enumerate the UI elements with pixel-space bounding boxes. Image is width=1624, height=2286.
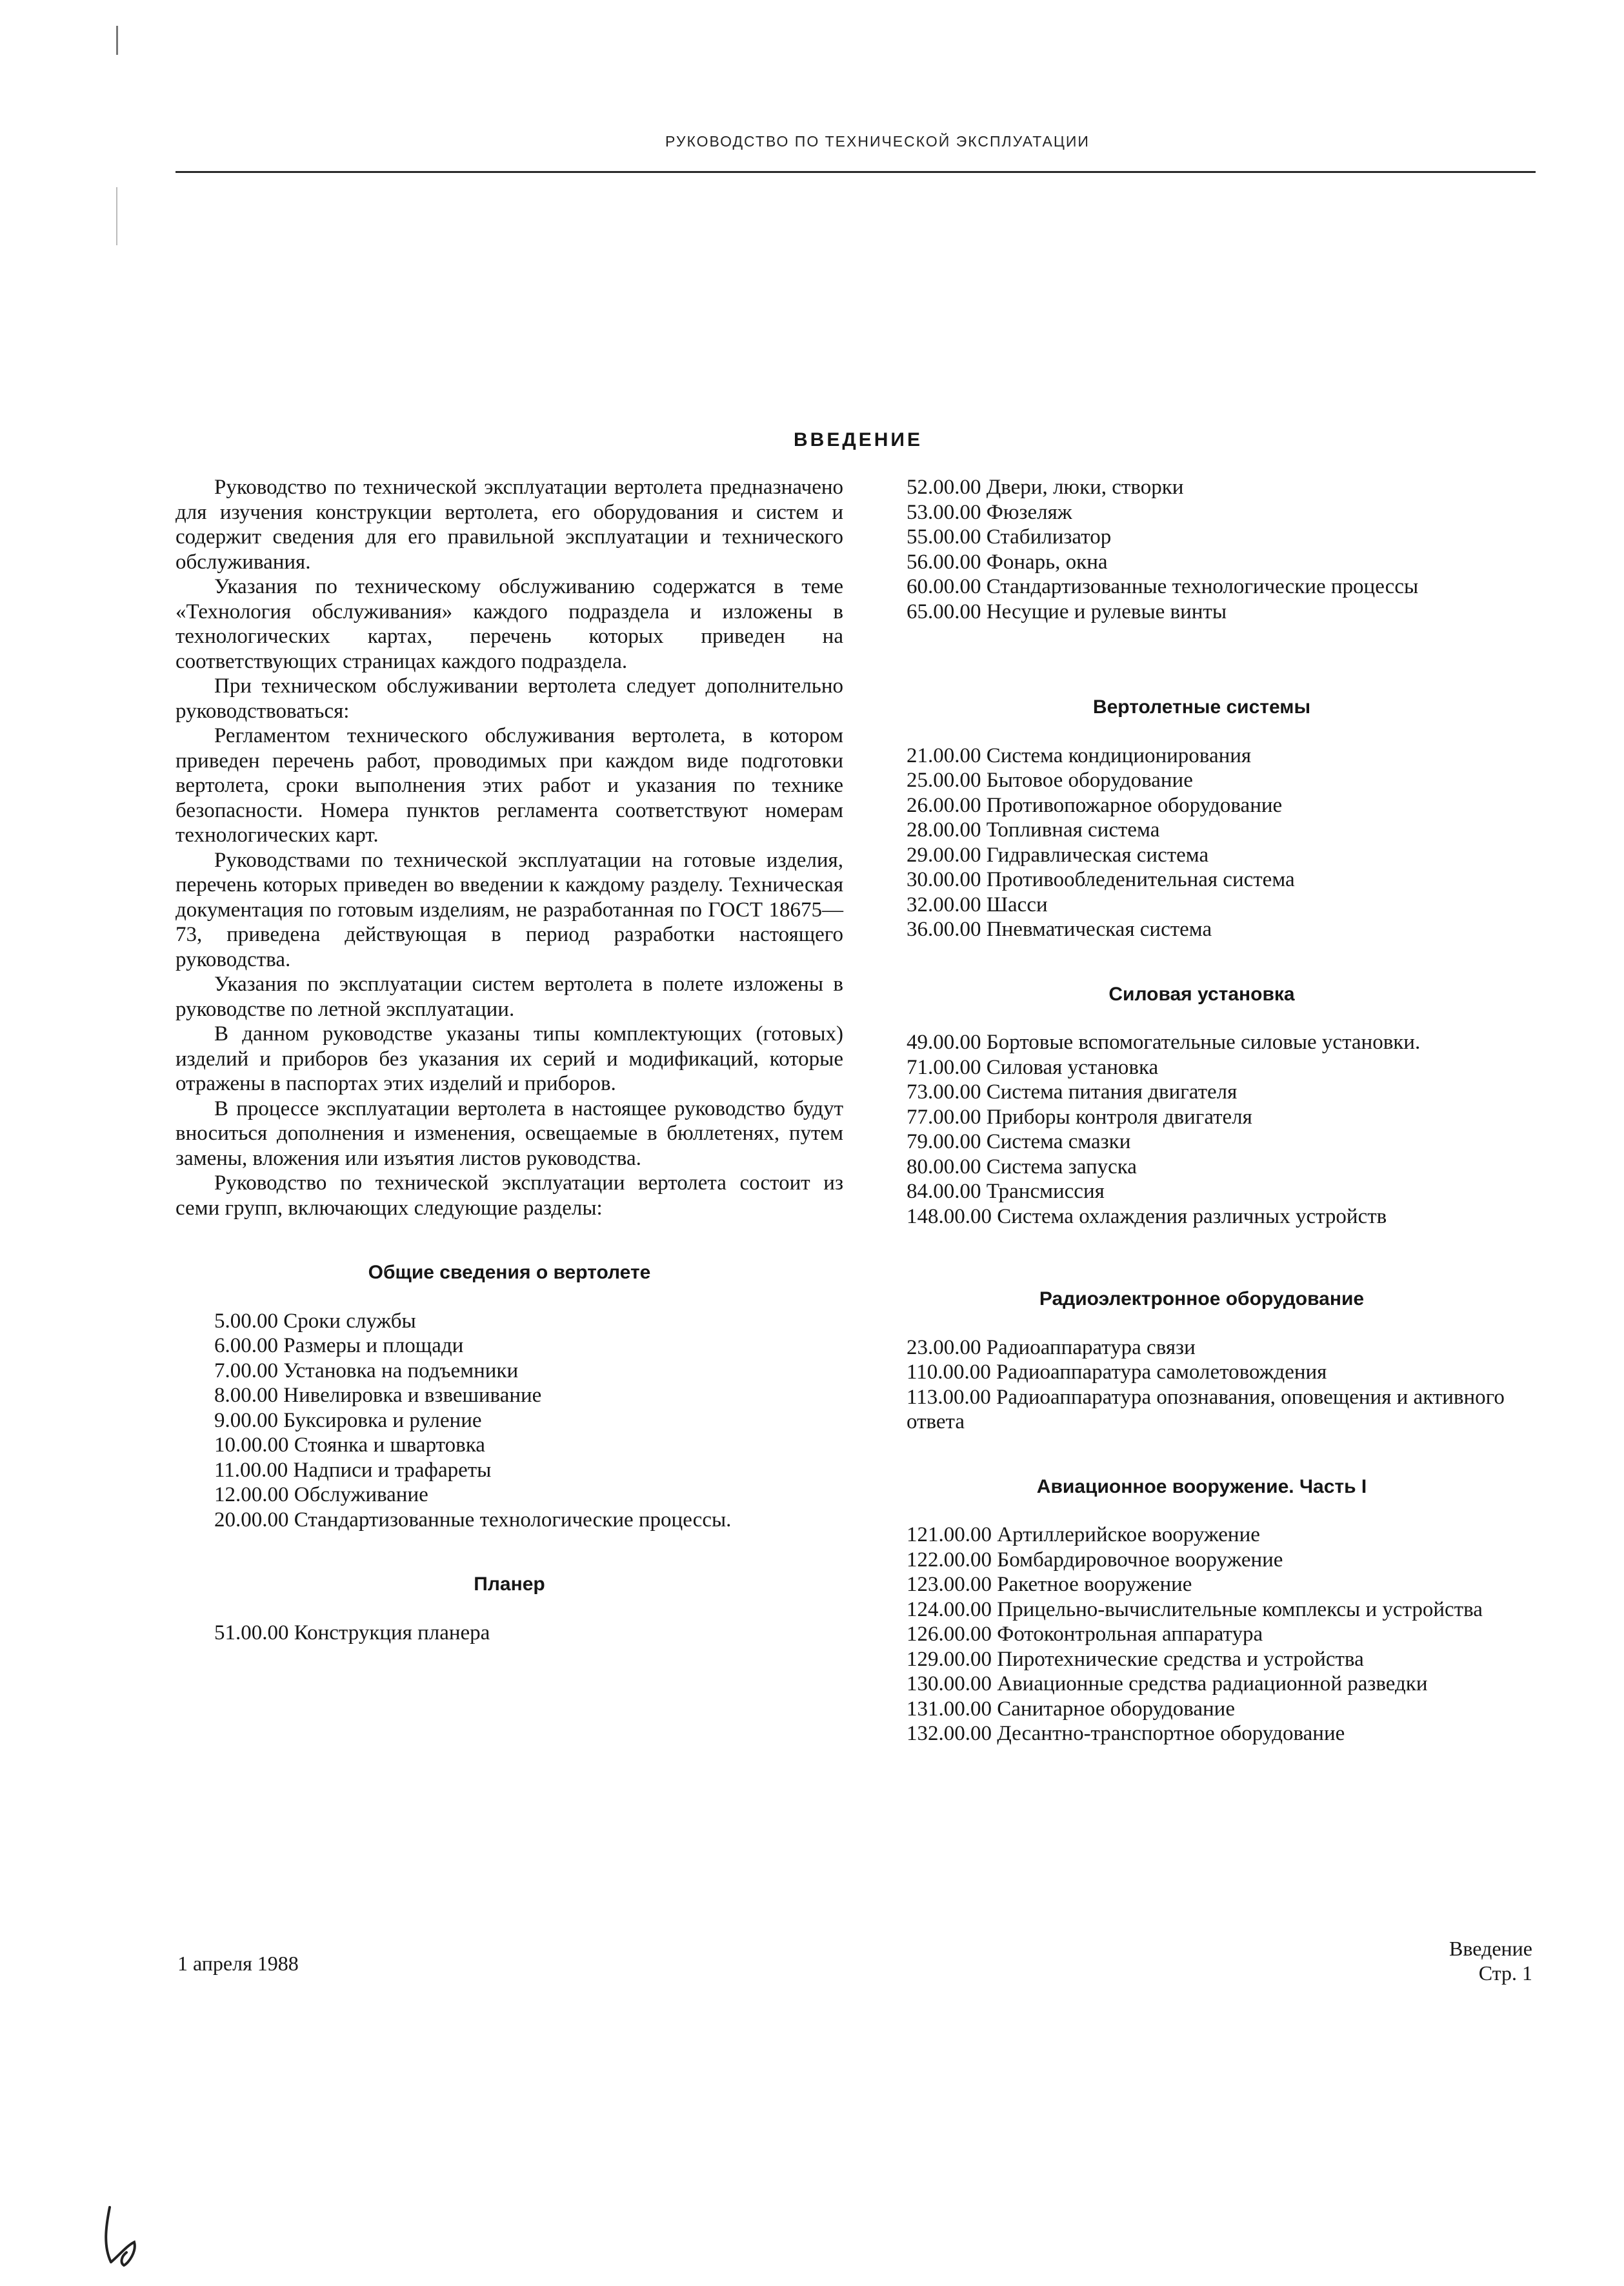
section-list-general: [175, 1309, 843, 1533]
list-item: 9.00.00 Буксировка и руление: [214, 1408, 482, 1432]
footer-date: 1 апреля 1988: [177, 1952, 299, 1975]
page-title: ВВЕДЕНИЕ: [794, 429, 923, 450]
footer-page-number: Стр. 1: [1478, 1961, 1532, 1985]
list-item: 25.00.00 Бытовое оборудование: [907, 769, 1193, 792]
list-item: 65.00.00 Несущие и рулевые винты: [907, 600, 1227, 623]
list-item: 124.00.00 Прицельно-вычислительные комплексы и устройства: [907, 1597, 1483, 1621]
section-list-systems: [868, 743, 1536, 942]
list-item: 28.00.00 Топливная система: [907, 818, 1160, 842]
list-item: 6.00.00 Размеры и площади: [214, 1334, 464, 1357]
list-item: 51.00.00 Конструкция планера: [214, 1621, 490, 1644]
list-item: 49.00.00 Бортовые вспомогательные силовые установки.: [907, 1031, 1421, 1054]
section-list-powerplant: [868, 1030, 1536, 1229]
section-heading-armament: Авиационное вооружение. Часть I: [1036, 1475, 1367, 1497]
intro-paragraph: Регламентом технического обслуживания вертолета, в котором приведен перечень работ, проводимых при каждом виде подготовки вертолета, сроки выполнения этих работ и указания по технике безопасности. Номера пунктов регламента соответствуют номерам технологических карт.: [175, 724, 843, 847]
list-item: 5.00.00 Сроки службы: [214, 1309, 416, 1333]
list-item: 11.00.00 Надписи и трафареты: [214, 1458, 492, 1482]
list-item: 126.00.00 Фотоконтрольная аппаратура: [907, 1623, 1263, 1646]
list-item: 73.00.00 Система питания двигателя: [907, 1080, 1238, 1104]
list-item: 79.00.00 Система смазки: [907, 1130, 1131, 1153]
list-item: 7.00.00 Установка на подъемники: [214, 1359, 519, 1382]
section-heading-avionics: Радиоэлектронное оборудование: [1039, 1288, 1365, 1310]
list-item: 148.00.00 Система охлаждения различных устройств: [907, 1204, 1387, 1228]
intro-paragraph: При техническом обслуживании вертолета следует дополнительно руководствоваться:: [175, 674, 843, 723]
list-item: 131.00.00 Санитарное оборудование: [907, 1697, 1235, 1721]
list-item: 29.00.00 Гидравлическая система: [907, 843, 1209, 867]
list-item: 56.00.00 Фонарь, окна: [907, 550, 1108, 574]
list-item: 130.00.00 Авиационные средства радиационной разведки: [907, 1672, 1428, 1695]
handwritten-mark-icon: [97, 2201, 161, 2272]
list-item: 60.00.00 Стандартизованные технологические процессы: [907, 575, 1419, 598]
list-item: 23.00.00 Радиоаппаратура связи: [907, 1335, 1196, 1359]
intro-paragraph: Указания по техническому обслуживанию содержатся в теме «Технология обслуживания» каждого подраздела и изложены в технологических картах, перечень которых приведен на соответствующих страницах каждого подраздела.: [175, 575, 843, 673]
intro-paragraph: В данном руководстве указаны типы комплектующих (готовых) изделий и приборов без указания их серий и модификаций, которые отражены в паспортах этих изделий и приборов.: [175, 1022, 843, 1095]
intro-paragraph: Указания по эксплуатации систем вертолета в полете изложены в руководстве по летной эксплуатации.: [175, 973, 843, 1021]
list-item: 123.00.00 Ракетное вооружение: [907, 1573, 1192, 1596]
list-item: 26.00.00 Противопожарное оборудование: [907, 793, 1283, 817]
right-column: [868, 475, 1536, 1746]
list-item: 55.00.00 Стабилизатор: [907, 525, 1112, 549]
footer-section-name: Введение: [1449, 1937, 1532, 1960]
section-heading-general: Общие сведения о вертолете: [368, 1262, 651, 1283]
list-item: 113.00.00 Радиоаппаратура опознавания, оповещения и активного ответа: [907, 1385, 1505, 1433]
intro-paragraph: Руководство по технической эксплуатации вертолета предназначено для изучения конструкции вертолета, его оборудования и систем и содержит сведения для его правильной эксплуатации и технического обслуживания.: [175, 476, 843, 574]
list-item: 52.00.00 Двери, люки, створки: [907, 476, 1184, 499]
list-item: 10.00.00 Стоянка и швартовка: [214, 1433, 485, 1457]
list-item: 53.00.00 Фюзеляж: [907, 500, 1072, 524]
section-heading-airframe: Планер: [474, 1573, 545, 1595]
section-heading-systems: Вертолетные системы: [1092, 696, 1311, 718]
intro-paragraph: Руководство по технической эксплуатации вертолета состоит из семи групп, включающих следующие разделы:: [175, 1171, 843, 1220]
intro-paragraph: В процессе эксплуатации вертолета в настоящее руководство будут вноситься дополнения и изменения, освещаемые в бюллетенях, путем замены, вложения или изъятия листов руководства.: [175, 1097, 843, 1170]
list-item: 30.00.00 Противообледенительная система: [907, 868, 1295, 891]
footer-page-info: [1387, 1936, 1532, 1985]
section-list-airframe-part1: [175, 1621, 843, 1646]
list-item: 32.00.00 Шасси: [907, 893, 1048, 916]
running-header: РУКОВОДСТВО ПО ТЕХНИЧЕСКОЙ ЭКСПЛУАТАЦИИ: [665, 133, 1090, 150]
list-item: 12.00.00 Обслуживание: [214, 1483, 428, 1506]
margin-mark: [116, 26, 118, 55]
list-item: 129.00.00 Пиротехнические средства и устройства: [907, 1647, 1364, 1671]
list-item: 20.00.00 Стандартизованные технологические процессы.: [214, 1508, 732, 1532]
list-item: 132.00.00 Десантно-транспортное оборудование: [907, 1722, 1345, 1745]
intro-paragraph: Руководствами по технической эксплуатации на готовые изделия, перечень которых приведен во введении к каждому разделу. Техническая документация по готовым изделиям, не разработанная по ГОСТ 18675—73, приведена действующая в период разработки настоящего руководства.: [175, 848, 843, 971]
list-item: 122.00.00 Бомбардировочное вооружение: [907, 1548, 1283, 1572]
section-heading-powerplant: Силовая установка: [1108, 983, 1295, 1005]
list-item: 8.00.00 Нивелировка и взвешивание: [214, 1384, 542, 1407]
section-list-airframe-part2: [868, 475, 1536, 624]
list-item: 84.00.00 Трансмиссия: [907, 1180, 1105, 1203]
margin-mark: [116, 187, 117, 245]
list-item: 121.00.00 Артиллерийское вооружение: [907, 1523, 1260, 1546]
section-list-armament: [868, 1522, 1536, 1746]
list-item: 21.00.00 Система кондиционирования: [907, 743, 1252, 767]
list-item: 77.00.00 Приборы контроля двигателя: [907, 1105, 1252, 1129]
section-list-avionics: [868, 1335, 1536, 1435]
list-item: 36.00.00 Пневматическая система: [907, 918, 1212, 941]
left-column: [175, 475, 843, 1645]
header-rule: [175, 171, 1536, 173]
list-item: 71.00.00 Силовая установка: [907, 1055, 1159, 1079]
list-item: 110.00.00 Радиоаппаратура самолетовождения: [907, 1360, 1327, 1384]
list-item: 80.00.00 Система запуска: [907, 1155, 1137, 1178]
